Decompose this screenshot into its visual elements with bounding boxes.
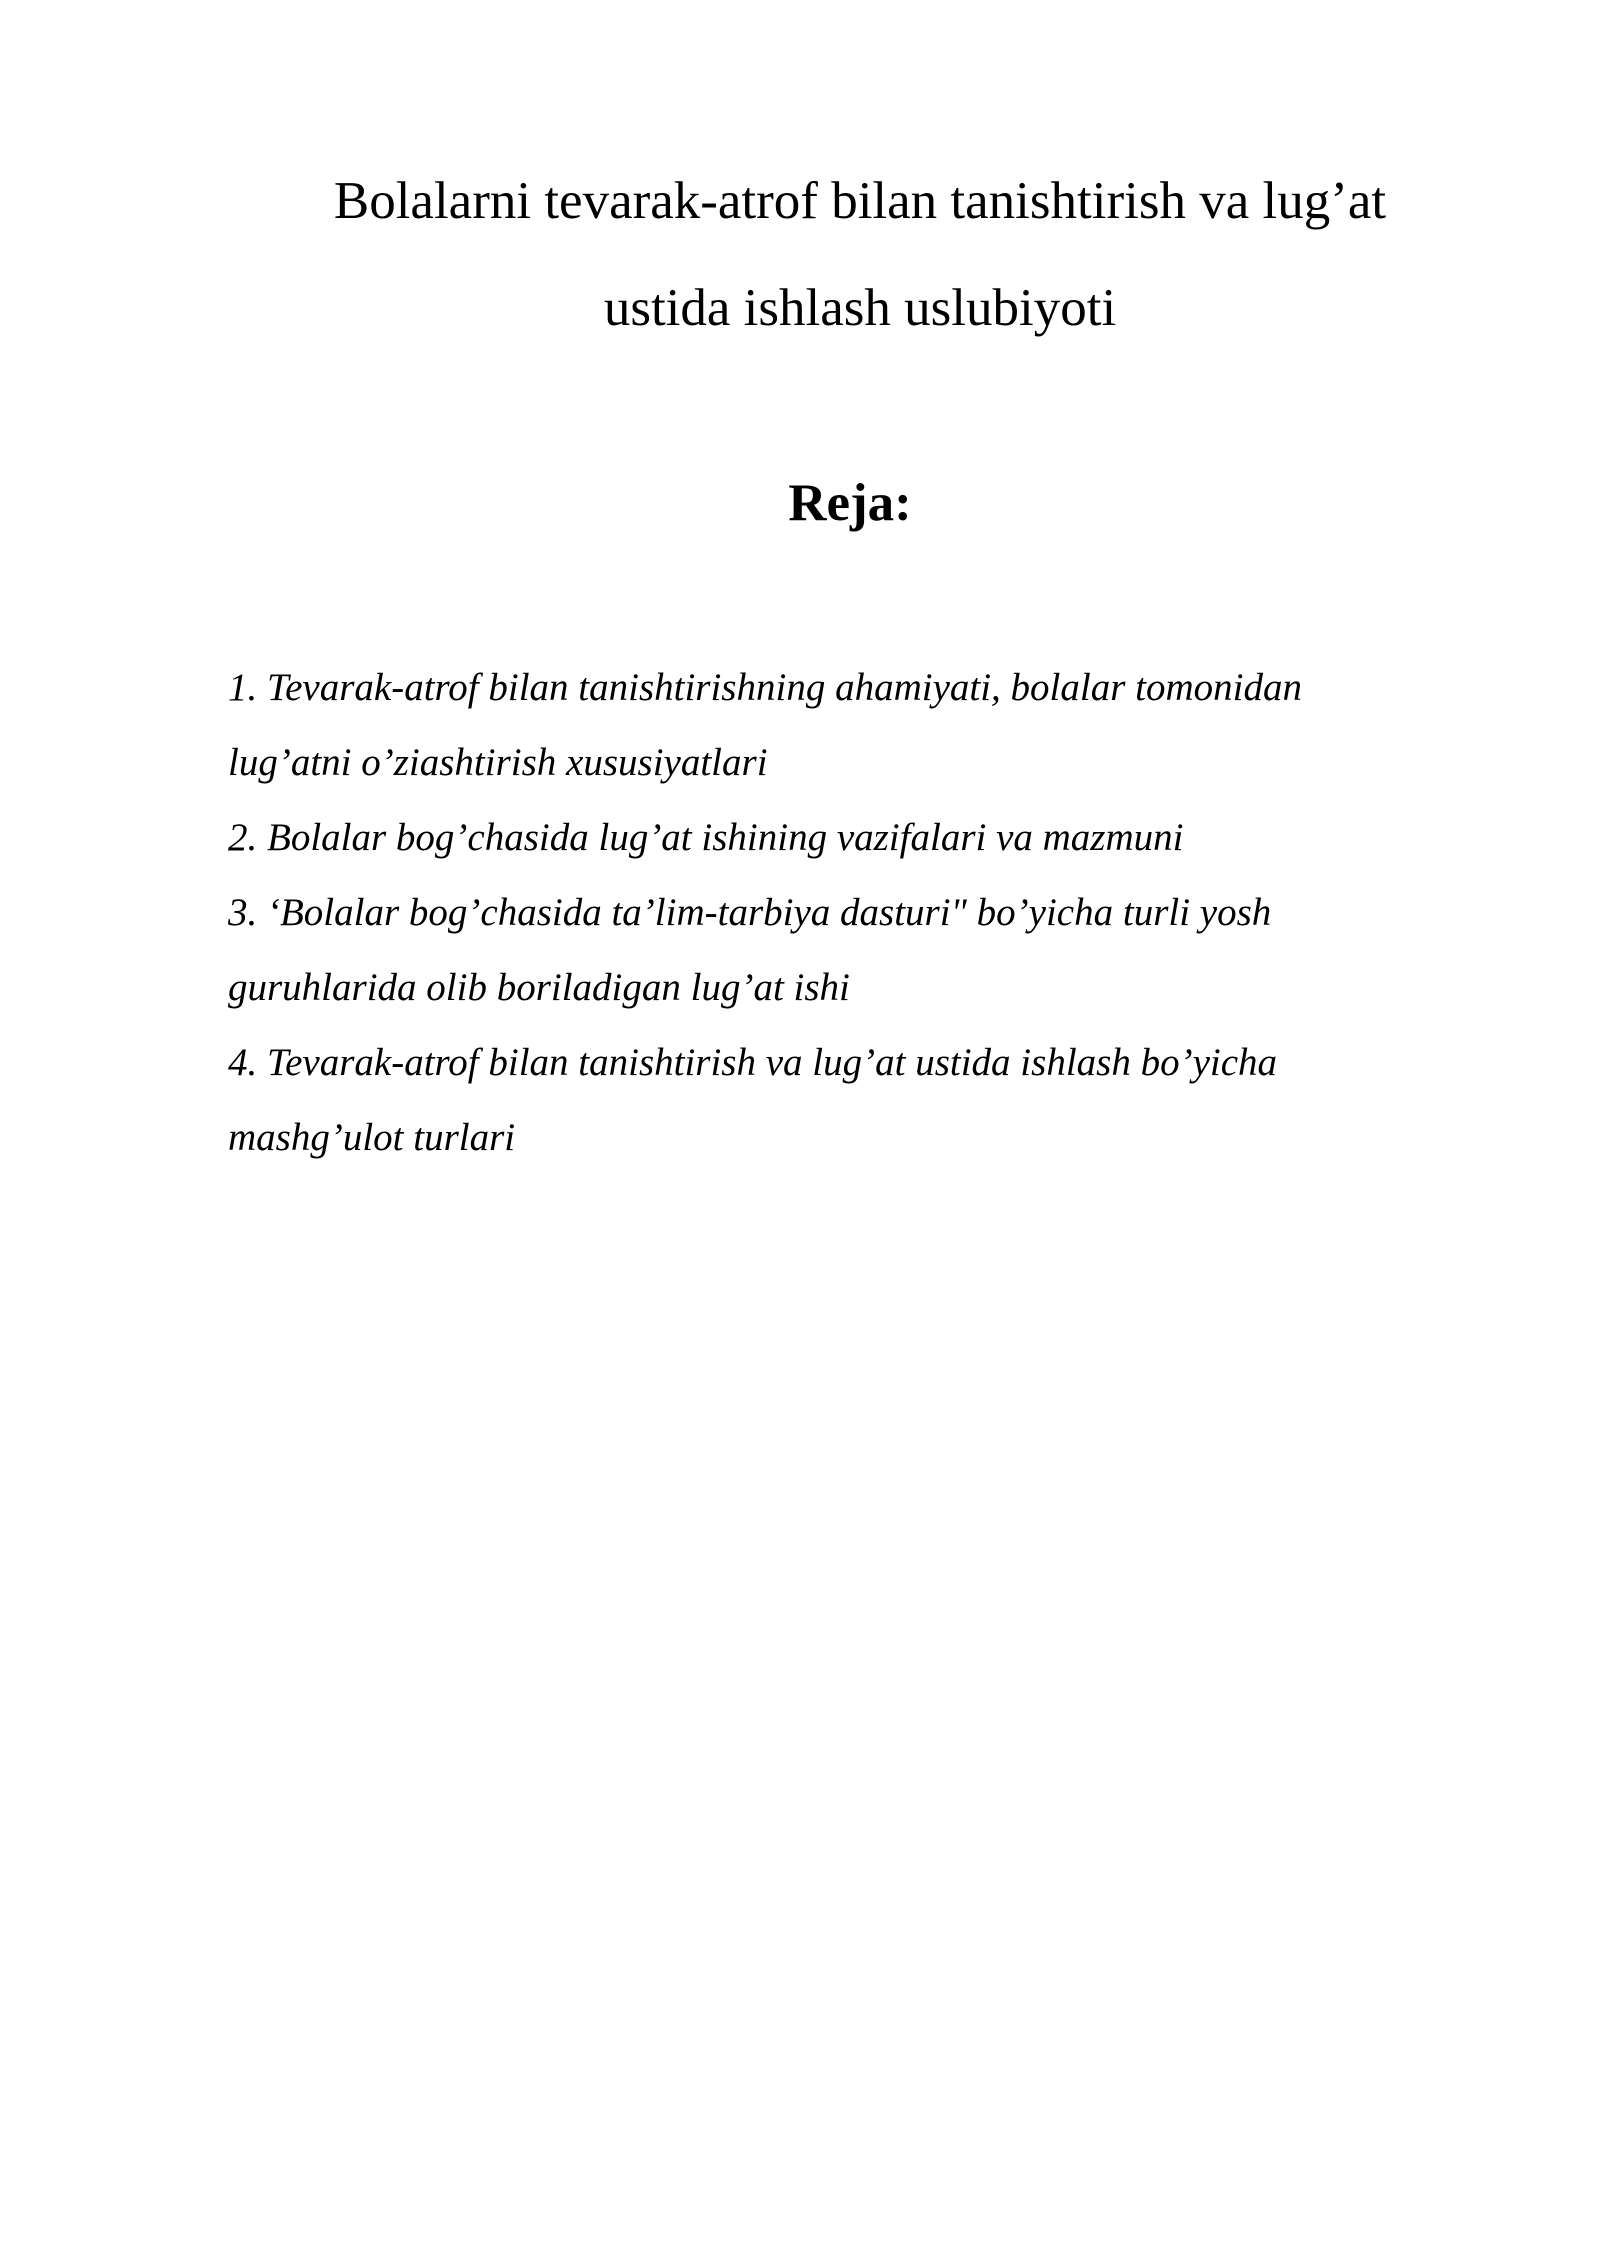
plan-heading: Reja: xyxy=(788,474,912,532)
plan-item-line: 2. Bolalar bog’chasida lug’at ishining vazifalari va mazmuni xyxy=(228,816,1184,859)
plan-item-line: mashg’ulot turlari xyxy=(228,1116,516,1159)
document-title-line: ustida ishlash uslubiyoti xyxy=(603,279,1117,337)
plan-item xyxy=(228,1025,1528,1175)
plan-item-line: lug’atni o’ziashtirish xususiyatlari xyxy=(228,741,768,784)
plan-item-line: 4. Tevarak-atrof bilan tanishtirish va lug’at ustida ishlash bo’yicha xyxy=(228,1041,1278,1084)
document-title-line: Bolalarni tevarak-atrof bilan tanishtirish va lug’at xyxy=(333,172,1387,230)
plan-item-line: 1. Tevarak-atrof bilan tanishtirishning ahamiyati, bolalar tomonidan xyxy=(228,666,1302,709)
plan-item-line: guruhlarida olib boriladigan lug’at ishi xyxy=(228,966,850,1009)
plan-item xyxy=(228,800,1528,875)
plan-item xyxy=(228,875,1528,1025)
document-title xyxy=(180,148,1540,362)
plan-item xyxy=(228,650,1528,800)
plan-item-line: 3. ‘Bolalar bog’chasida ta’lim-tarbiya dasturi" bo’yicha turli yosh xyxy=(228,891,1272,934)
plan-list xyxy=(228,650,1528,1175)
